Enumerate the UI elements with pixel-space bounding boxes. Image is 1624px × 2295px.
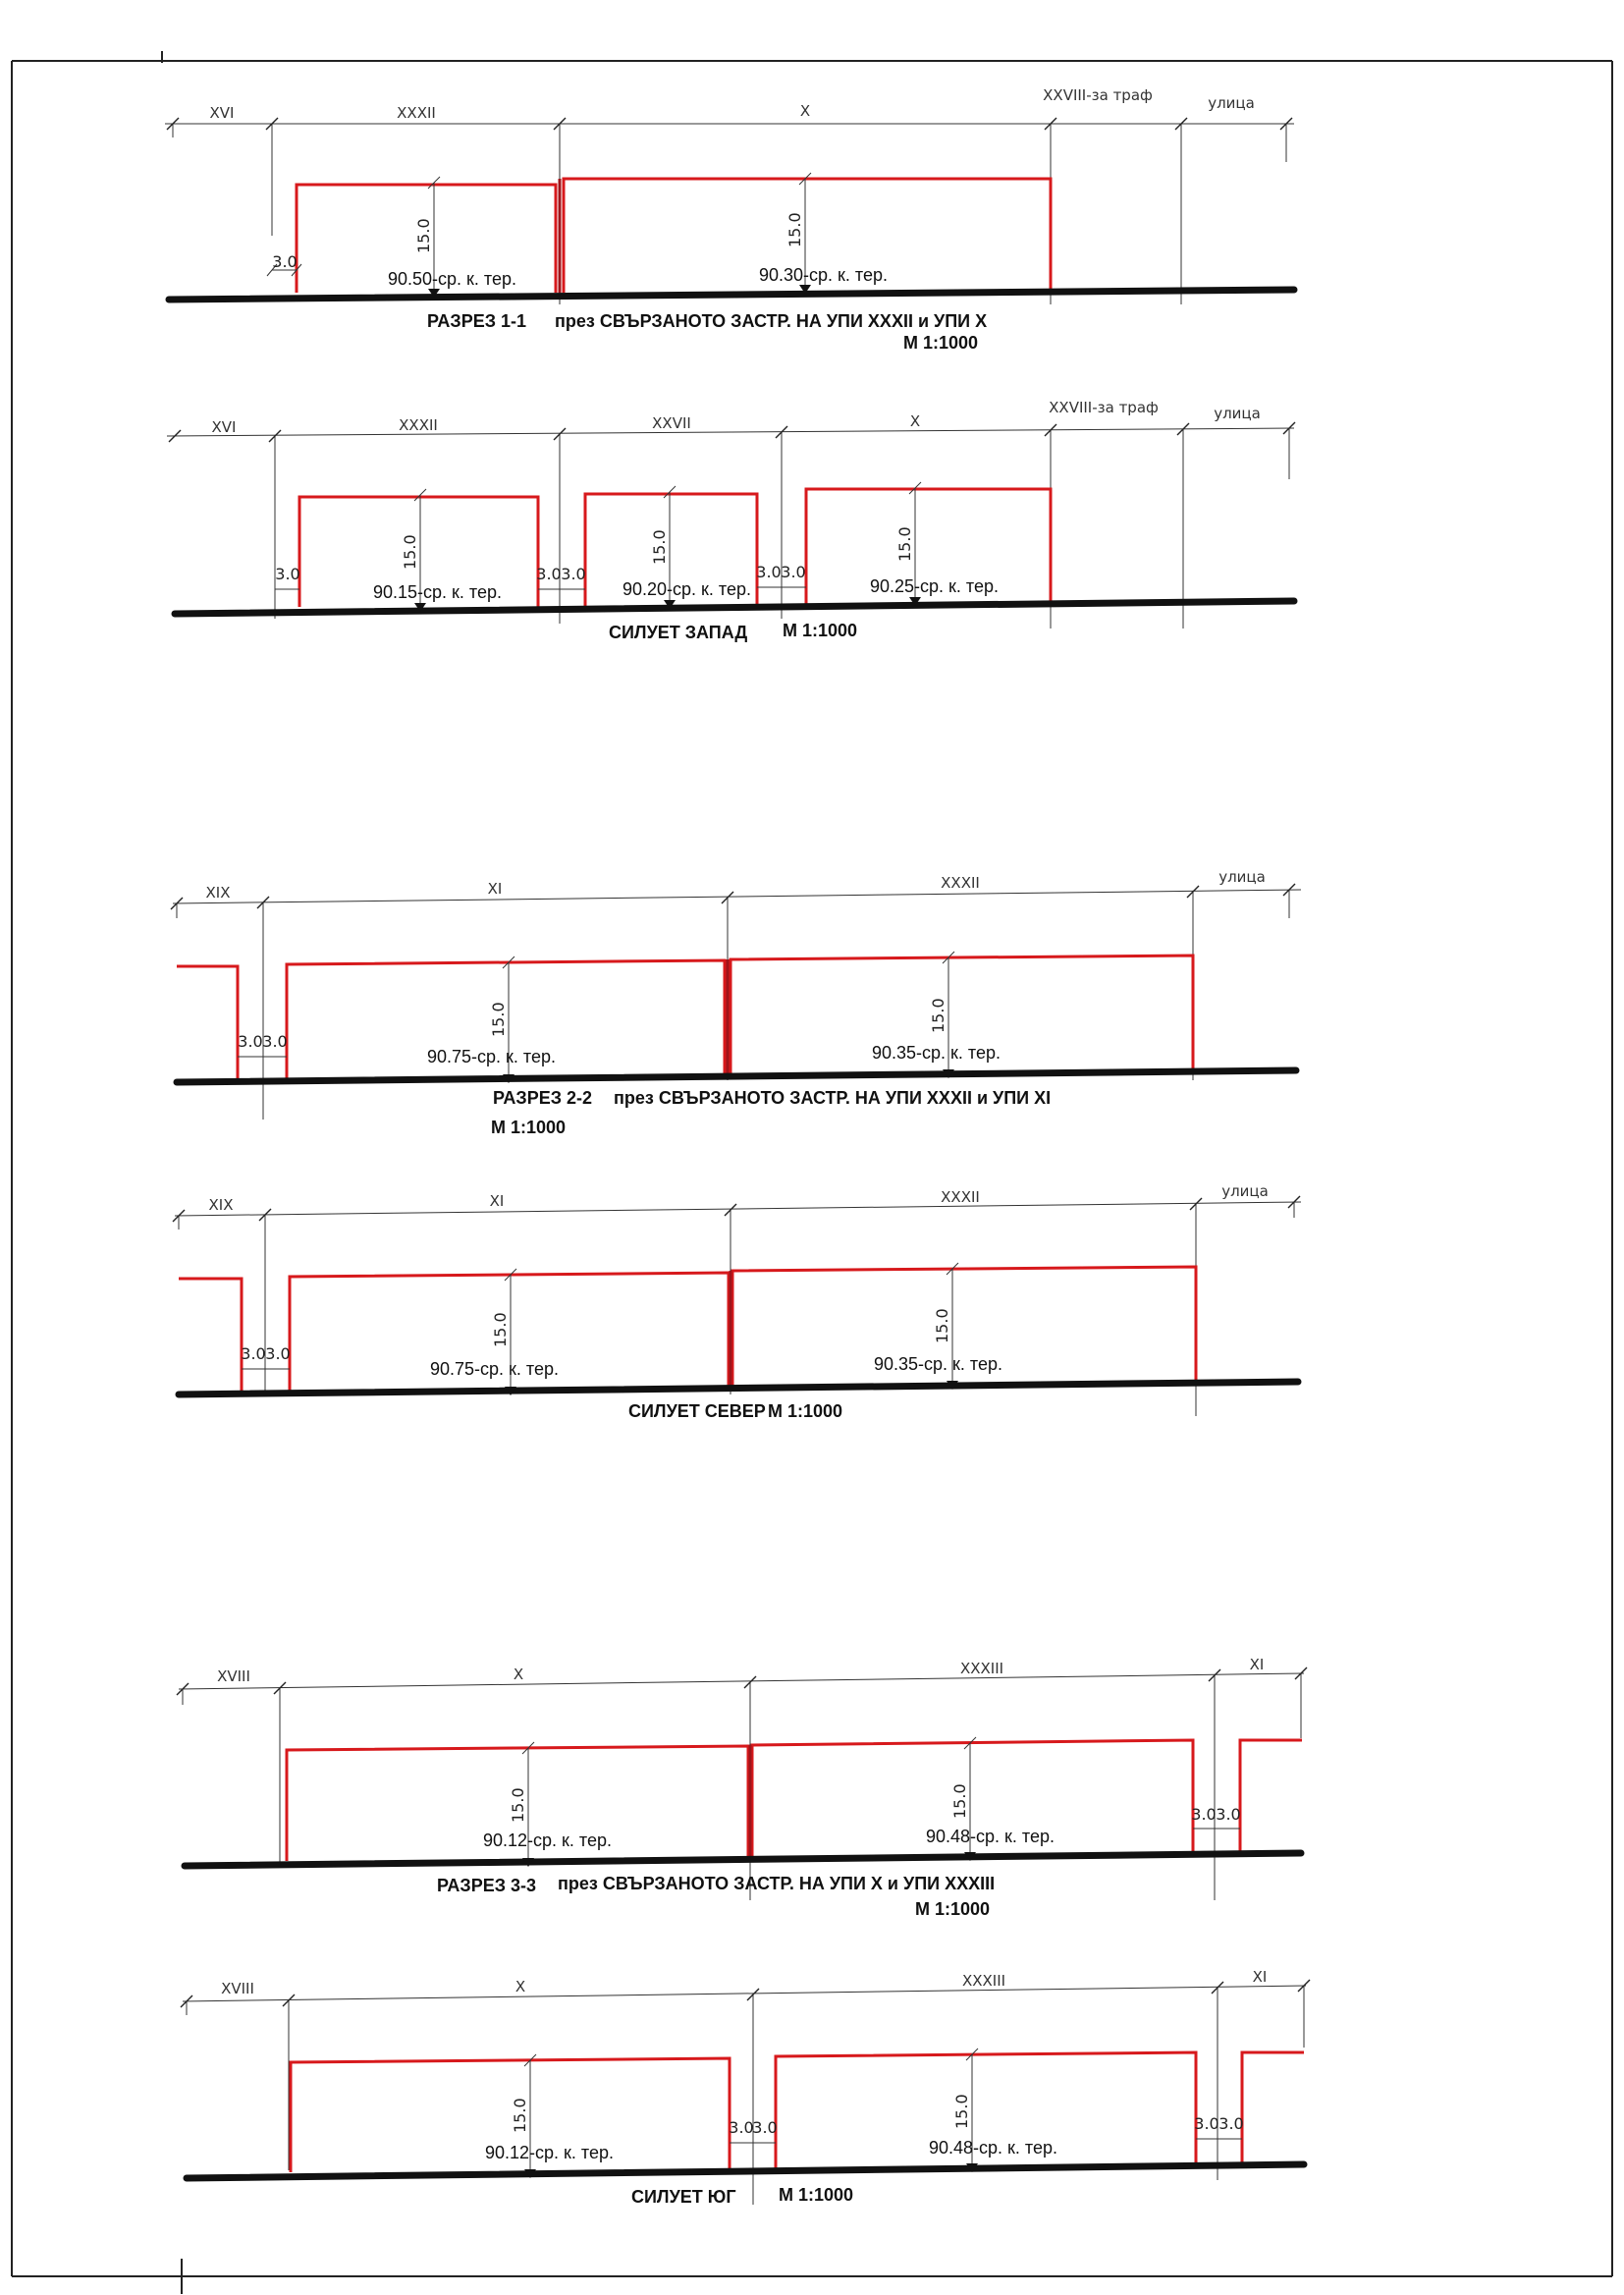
plot-label: XI [487,880,503,898]
setback-label: 3.0 [262,1032,288,1051]
section-1-1 [165,86,1294,353]
height-label: 15.0 [414,218,433,253]
section-3-3 [177,1656,1307,1919]
plot-label: XVI [209,104,235,122]
drawing-scale: М 1:1000 [768,1401,843,1421]
drawing-scale: М 1:1000 [779,2185,854,2205]
ground-line [185,1853,1301,1866]
silhouette-north [173,1182,1301,1421]
setback-label: 3.0 [1194,2114,1219,2133]
height-label: 15.0 [952,2094,971,2129]
silhouette-south [181,1968,1310,2207]
setback-label: 3.0 [752,2118,778,2137]
setback-label: 3.0 [781,563,806,581]
height-label: 15.0 [650,529,669,565]
ground-line [175,601,1294,614]
plot-label: XXVII [652,414,691,432]
building-outline [179,1267,1196,1393]
plot-dimension-line [165,124,1294,304]
plot-label: улица [1218,868,1266,886]
plot-label: XIX [205,884,231,902]
elevation-label: 90.15-ср. к. тер. [373,582,502,602]
drawing-subtitle: през СВЪРЗАНОТО ЗАСТР. НА УПИ XXXII и УПИ X [555,311,988,331]
setback-label: 3.0 [1218,2114,1244,2133]
ground-line [177,1070,1296,1082]
setback-label: 3.0 [275,565,300,583]
plot-label: улица [1214,405,1261,422]
height-label: 15.0 [933,1308,951,1343]
elevation-label: 90.75-ср. к. тер. [427,1047,556,1066]
drawing-title: РАЗРЕЗ 2-2 [493,1088,593,1108]
setback-label: 3.0 [238,1032,263,1051]
building-outline [287,1740,1302,1861]
plot-dimension-line [173,890,1301,1120]
setback-label: 3.0 [536,565,562,583]
plot-label: XI [1249,1656,1265,1673]
elevation-label: 90.12-ср. к. тер. [483,1831,612,1850]
ground-line [179,1382,1298,1394]
drawing-subtitle: през СВЪРЗАНОТО ЗАСТР. НА УПИ XXXII и УПИ XI [614,1088,1052,1108]
height-label: 15.0 [489,1002,508,1037]
drawing-subtitle: през СВЪРЗАНОТО ЗАСТР. НА УПИ X и УПИ XXXIII [558,1874,996,1893]
plot-label: XVIII [217,1667,250,1685]
section-2-2 [171,868,1301,1137]
ground-line [187,2164,1304,2178]
building-outline [291,2052,1304,2172]
setback-label: 3.0 [729,2118,754,2137]
ground-line [169,290,1294,300]
plot-label: улица [1221,1182,1269,1200]
height-label: 15.0 [401,534,419,570]
plot-label: X [513,1666,524,1683]
drawing-title: РАЗРЕЗ 3-3 [437,1876,537,1895]
elevation-label: 90.25-ср. к. тер. [870,576,999,596]
plot-label: XIX [208,1196,234,1214]
plot-label: XI [1252,1968,1268,1986]
elevation-label: 90.12-ср. к. тер. [485,2143,614,2162]
drawing-scale: М 1:1000 [903,333,979,353]
setback-label: 3.0 [1191,1805,1217,1824]
plot-label: XI [489,1192,505,1210]
plot-label: XXXII [399,416,438,434]
elevation-label: 90.48-ср. к. тер. [929,2138,1057,2158]
setback-label: 3.0 [241,1344,266,1363]
height-label: 15.0 [895,526,914,562]
elevation-label: 90.48-ср. к. тер. [926,1827,1055,1846]
height-label: 15.0 [511,2098,529,2133]
sheet-frame [12,51,1612,2294]
plot-label: XXXII [397,104,436,122]
plot-label: XXVIII-за траф [1043,86,1153,104]
height-label: 15.0 [950,1783,969,1819]
drawing-scale: М 1:1000 [491,1118,567,1137]
height-label: 15.0 [929,998,947,1033]
plot-label: XVI [211,418,237,436]
drawing-scale: М 1:1000 [783,621,858,640]
elevation-label: 90.20-ср. к. тер. [623,579,751,599]
plot-label: улица [1208,94,1255,112]
drawing-title: СИЛУЕТ ЗАПАД [609,623,748,642]
elevation-label: 90.30-ср. к. тер. [759,265,888,285]
setback-label: 3.0 [272,252,298,271]
height-label: 15.0 [509,1787,527,1823]
setback-label: 3.0 [1216,1805,1241,1824]
plot-label: X [909,412,921,430]
setback-label: 3.0 [265,1344,291,1363]
plot-label: XXXIII [959,1660,1004,1677]
elevation-label: 90.35-ср. к. тер. [874,1354,1002,1374]
silhouette-west [167,399,1295,642]
drawing-scale: М 1:1000 [915,1899,991,1919]
height-label: 15.0 [491,1312,510,1347]
plot-label: XXXIII [961,1972,1006,1990]
elevation-label: 90.35-ср. к. тер. [872,1043,1001,1063]
plot-label: XXXII [941,1188,980,1206]
plot-label: XVIII [221,1980,254,1997]
drawing-title: РАЗРЕЗ 1-1 [427,311,527,331]
building-outline [177,956,1193,1080]
setback-label: 3.0 [756,563,782,581]
plot-label: X [799,102,811,120]
plot-label: XXVIII-за траф [1049,399,1159,416]
drawing-title: СИЛУЕТ ЮГ [631,2187,736,2207]
elevation-label: 90.50-ср. к. тер. [388,269,516,289]
plot-label: X [514,1978,526,1995]
elevation-label: 90.75-ср. к. тер. [430,1359,559,1379]
setback-label: 3.0 [561,565,586,583]
plot-label: XXXII [941,874,980,892]
height-label: 15.0 [785,212,804,247]
drawing-title: СИЛУЕТ СЕВЕР [628,1401,766,1421]
